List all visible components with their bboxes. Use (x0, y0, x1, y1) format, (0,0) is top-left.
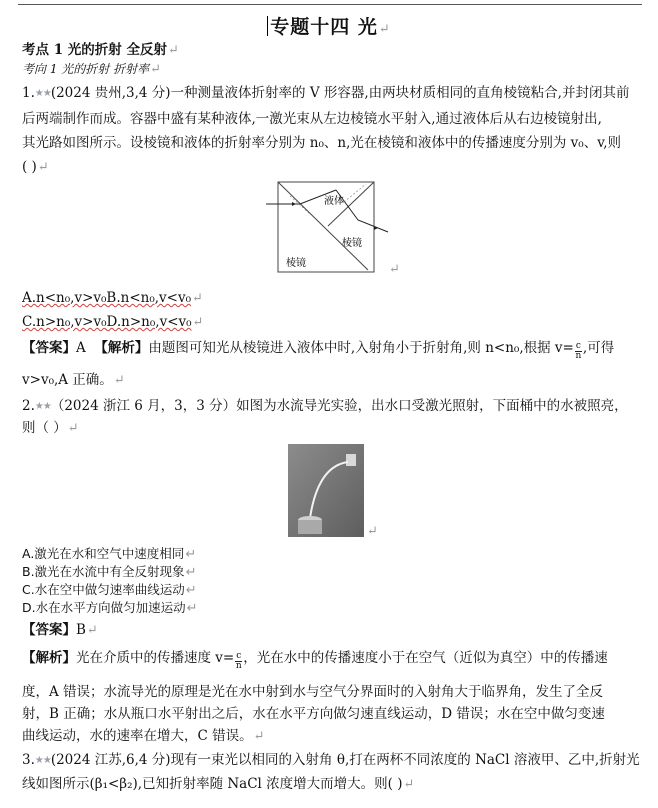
q2-water-light-guide-photo (288, 444, 364, 537)
section-heading: 考点 1 光的折射 全反射↵ (22, 42, 179, 58)
paragraph-mark-icon: ↵ (168, 43, 179, 58)
q3-stem-line-1: 3.★★(2024 江苏,6,4 分)现有一束光以相同的入射角 θ,打在两杯不同浓度的 NaCl 溶液甲、乙中,折射光 (22, 752, 640, 768)
difficulty-stars-icon: ★★ (34, 755, 51, 766)
q1-stem-line-3: 其光路如图所示。设棱镜和液体的折射率分别为 n₀、n,光在棱镜和液体中的传播速度分别为 v₀、v,则 (22, 135, 622, 151)
paragraph-mark-icon: ↵ (253, 729, 265, 744)
paragraph-mark-icon: ↵ (185, 547, 197, 562)
q2-answer: 【答案】B↵ (22, 622, 98, 638)
q2-analysis-line-2: 度，A 错误；水流导光的原理是光在水中射到水与空气分界面时的入射角大于临界角，发生了全反 (22, 684, 604, 700)
q2-stem-line-1: 2.★★（2024 浙江 6 月，3，3 分）如图为水流导光实验，出水口受激光照射，下面桶中的水被照亮， (22, 398, 628, 414)
difficulty-stars-icon: ★★ (34, 88, 51, 99)
paragraph-mark-icon: ↵ (185, 565, 197, 580)
q2-analysis-line-1: 【解析】光在介质中的传播速度 v= $\frac{c}{n}$ ，光在水中的传播速度小于在空气（近似为真空）中的传播速 (22, 650, 608, 671)
header-rule (18, 4, 642, 5)
label-prism-left: 棱镜 (286, 258, 306, 269)
paragraph-mark-icon: ↵ (403, 777, 415, 792)
q2-analysis-line-3: 射，B 正确；水从瓶口水平射出之后，水在水平方向做匀速直线运动，D 错误；水在空中做匀变速 (22, 706, 605, 722)
paragraph-mark-icon: ↵ (185, 583, 197, 598)
q1-options-ab: A.n<n₀,v>v₀B.n<n₀,v<v₀↵ (22, 290, 203, 306)
section-subheading: 考向 1 光的折射 折射率↵ (22, 62, 161, 77)
q2-analysis-line-4: 曲线运动，水的速率在增大，C 错误。↵ (22, 728, 265, 744)
q2-option-c: C.水在空中做匀速率曲线运动↵ (22, 582, 197, 598)
paragraph-mark-icon: ↵ (367, 524, 378, 539)
q1-answer-blank: ( )↵ (22, 159, 49, 175)
page-title (0, 12, 658, 39)
q2-stem-line-2: 则（ ）↵ (22, 420, 79, 436)
q1-options-cd: C.n>n₀,v>v₀D.n>n₀,v<v₀↵ (22, 314, 204, 330)
paragraph-mark-icon: ↵ (86, 623, 98, 638)
paragraph-mark-icon: ↵ (186, 601, 198, 616)
label-prism-right: 棱镜 (342, 238, 362, 249)
paragraph-mark-icon: ↵ (192, 315, 204, 330)
q2-option-b: B.激光在水流中有全反射现象↵ (22, 564, 197, 580)
arrow-icon (374, 226, 378, 230)
paragraph-mark-icon: ↵ (378, 22, 391, 37)
paragraph-mark-icon: ↵ (113, 373, 125, 388)
arrow-icon (292, 202, 296, 206)
q1-stem-line-1: 1.★★(2024 贵州,3,4 分)一种测量液体折射率的 V 形容器,由两块材质相同的直角棱镜粘合,并封闭其前 (22, 85, 630, 101)
fraction-c-over-n: $\frac{c}{n}$ (575, 341, 582, 361)
paragraph-mark-icon: ↵ (150, 62, 161, 77)
q2-option-d: D.水在水平方向做匀加速运动↵ (22, 600, 198, 616)
paragraph-mark-icon: ↵ (192, 291, 203, 306)
label-liquid: 液体 (324, 196, 344, 207)
bucket (298, 520, 322, 534)
fraction-c-over-n: $\frac{c}{n}$ (235, 651, 242, 671)
q3-stem-line-2: 线如图所示(β₁<β₂),已知折射率随 NaCl 浓度增大而增大。则( )↵ (22, 776, 415, 792)
q1-prism-diagram (262, 180, 392, 275)
q1-answer-analysis: 【答案】A 【解析】由题图可知光从棱镜进入液体中时,入射角小于折射角,则 n<n₀,根据 v= $\frac{c}{n}$ ,可得 (22, 340, 615, 361)
paragraph-mark-icon: ↵ (37, 160, 49, 175)
title-text: 专题十四 光 (270, 16, 378, 38)
q1-stem-line-2: 后两端制作而成。容器中盛有某种液体,一激光束从左边棱镜水平射入,通过液体后从右边棱镜射出, (22, 111, 602, 127)
paragraph-mark-icon: ↵ (67, 421, 79, 436)
text-cursor (267, 16, 268, 36)
q1-analysis-line-2: v>v₀,A 正确。↵ (22, 372, 125, 388)
paragraph-mark-icon: ↵ (389, 262, 400, 277)
bottle-outlet (346, 454, 356, 466)
difficulty-stars-icon: ★★ (34, 401, 51, 412)
q2-option-a: A.激光在水和空气中速度相同↵ (22, 546, 197, 562)
